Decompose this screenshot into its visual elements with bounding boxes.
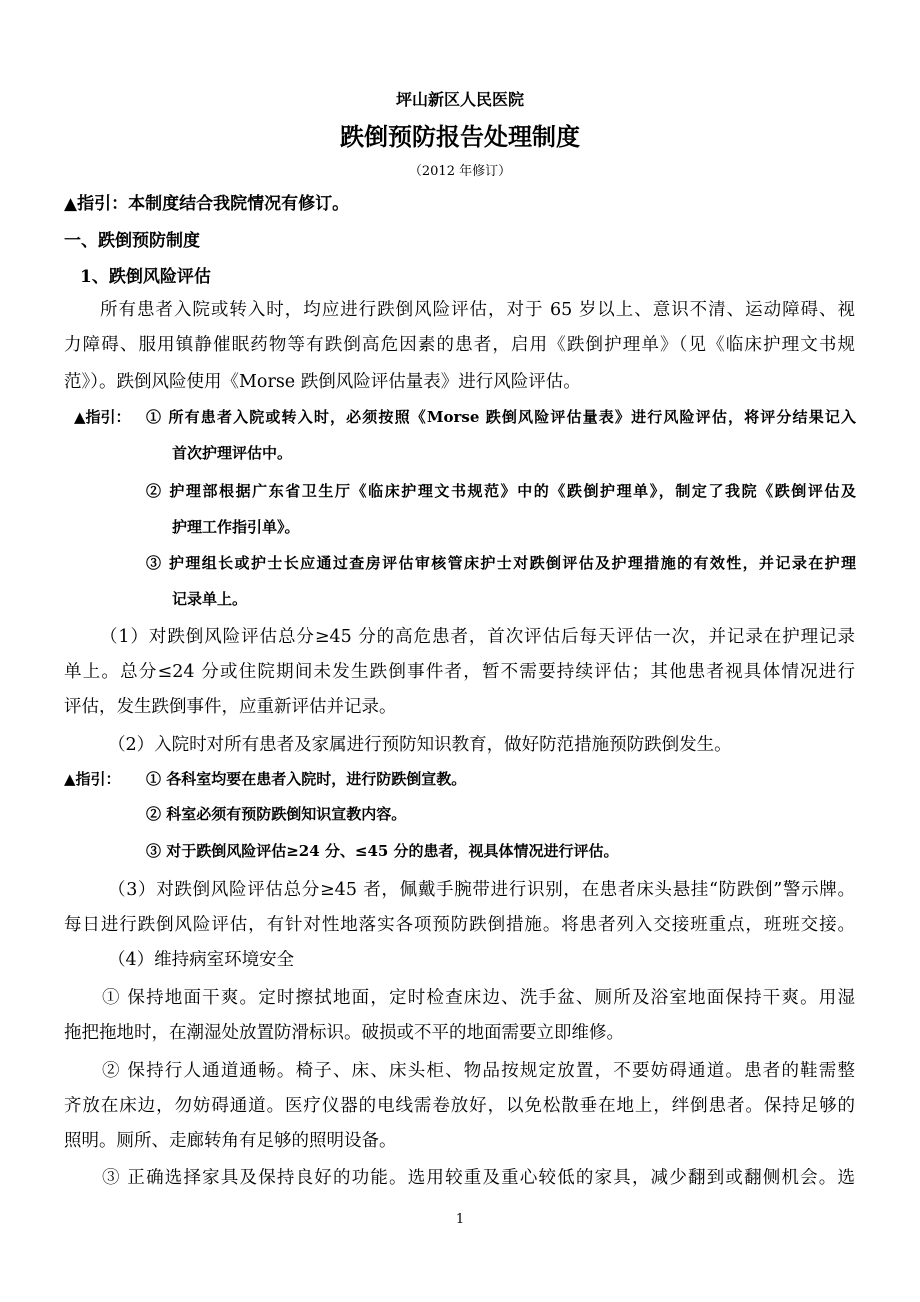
paragraph-line: （4）维持病室环境安全: [108, 950, 295, 970]
subsection-heading: 1、跌倒风险评估: [80, 267, 211, 287]
guide-item: ② 护理部根据广东省卫生厅《临床护理文书规范》中的《跌倒护理单》，制定了我院《跌倒评估及: [146, 482, 856, 500]
paragraph-line: 拖把拖地时，在潮湿处放置防滑标识。破损或不平的地面需要立即维修。: [64, 1023, 624, 1043]
paragraph-line: ① 保持地面干爽。定时擦拭地面，定时检查床边、洗手盆、厕所及浴室地面保持干爽。用湿: [102, 988, 855, 1008]
paragraph-line: （2）入院时对所有患者及家属进行预防知识教育，做好防范措施预防跌倒发生。: [108, 735, 732, 755]
paragraph-line: 评估，发生跌倒事件，应重新评估并记录。: [64, 697, 397, 717]
guide-item: ③ 对于跌倒风险评估≥24 分、≤45 分的患者，视具体情况进行评估。: [146, 842, 619, 860]
section-heading: 一、跌倒预防制度: [64, 231, 200, 251]
guide-item: ③ 护理组长或护士长应通过查房评估审核管床护士对跌倒评估及护理措施的有效性，并记录在护理: [146, 554, 856, 572]
paragraph-line: 力障碍、服用镇静催眠药物等有跌倒高危因素的患者，启用《跌倒护理单》（见《临床护理文书规: [64, 335, 855, 355]
revision-note: （2012 年修订）: [408, 164, 512, 179]
guide-item: ② 科室必须有预防跌倒知识宣教内容。: [146, 805, 407, 823]
guide-item: 护理工作指引单》。: [172, 518, 300, 536]
guide-label: ▲指引：: [64, 770, 121, 788]
paragraph-line: 所有患者入院或转入时，均应进行跌倒风险评估，对于 65 岁以上、意识不清、运动障碍、视: [100, 300, 855, 320]
document-title: 跌倒预防报告处理制度: [340, 122, 580, 151]
page-number: 1: [455, 1212, 465, 1227]
guide-note-top: ▲指引：本制度结合我院情况有修订。: [64, 194, 350, 214]
paragraph-line: ③ 正确选择家具及保持良好的功能。选用较重及重心较低的家具，减少翻到或翻侧机会。选: [102, 1168, 855, 1188]
paragraph-line: （1）对跌倒风险评估总分≥45 分的高危患者，首次评估后每天评估一次，并记录在护理记录: [100, 627, 855, 647]
paragraph-line: 范》）。跌倒风险使用《Morse 跌倒风险评估量表》进行风险评估。: [64, 372, 581, 392]
paragraph-line: ② 保持行人通道通畅。椅子、床、床头柜、物品按规定放置，不要妨碍通道。患者的鞋需整: [102, 1061, 855, 1081]
guide-label: ▲指引：: [74, 408, 131, 426]
guide-item: ① 所有患者入院或转入时，必须按照《Morse 跌倒风险评估量表》进行风险评估，将评分结果记入: [146, 408, 856, 426]
paragraph-line: 照明。厕所、走廊转角有足够的照明设备。: [64, 1131, 397, 1151]
paragraph-line: （3）对跌倒风险评估总分≥45 者，佩戴手腕带进行识别，在患者床头悬挂“防跌倒”警示牌。: [108, 880, 855, 900]
paragraph-line: 每日进行跌倒风险评估，有针对性地落实各项预防跌倒措施。将患者列入交接班重点，班班交接。: [64, 915, 855, 935]
hospital-name: 坪山新区人民医院: [395, 90, 524, 109]
guide-item: ① 各科室均要在患者入院时，进行防跌倒宣教。: [146, 770, 467, 788]
guide-item: 记录单上。: [172, 590, 248, 608]
paragraph-line: 齐放在床边，勿妨碍通道。医疗仪器的电线需卷放好，以免松散垂在地上，绊倒患者。保持足够的: [64, 1096, 855, 1116]
paragraph-line: 单上。总分≤24 分或住院期间未发生跌倒事件者，暂不需要持续评估；其他患者视具体情况进行: [64, 662, 855, 682]
guide-item: 首次护理评估中。: [172, 444, 293, 462]
